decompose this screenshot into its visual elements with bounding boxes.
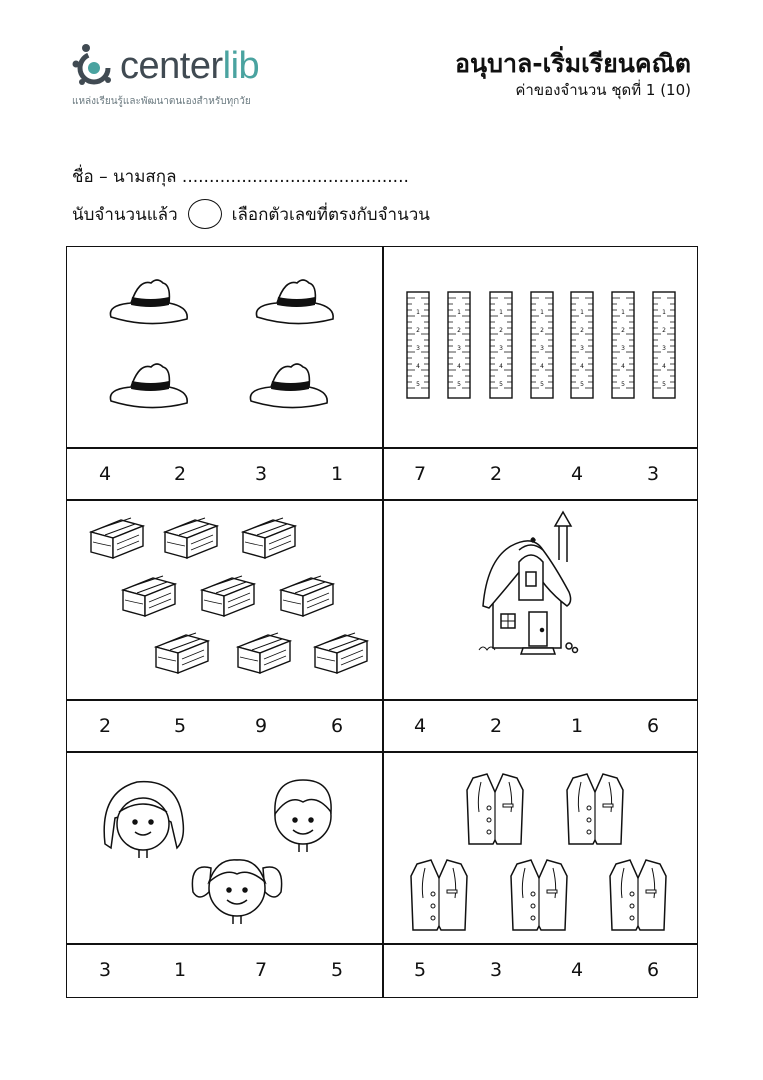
question-4-options — [383, 700, 699, 752]
answer-option[interactable]: 3 — [646, 463, 660, 485]
girl-face-icon — [104, 782, 183, 858]
answer-option[interactable]: 1 — [173, 959, 187, 981]
answer-option[interactable]: 2 — [489, 715, 503, 737]
hat-icon — [110, 364, 187, 408]
question-6-options — [383, 944, 699, 996]
eraser-icon — [165, 518, 217, 558]
question-2-picture: 1 2 3 4 5 — [383, 247, 699, 447]
answer-option[interactable]: 6 — [330, 715, 344, 737]
question-5-picture — [67, 752, 382, 943]
house-icon — [479, 512, 578, 654]
question-3-options — [67, 700, 382, 752]
vest-icon — [567, 774, 623, 844]
eraser-icon — [281, 576, 333, 616]
answer-option[interactable]: 4 — [98, 463, 112, 485]
vest-icon — [467, 774, 523, 844]
girl-face-icon — [275, 780, 331, 852]
answer-option[interactable]: 1 — [570, 715, 584, 737]
ruler-icon — [490, 292, 512, 398]
centerlib-logo — [70, 42, 300, 112]
answer-option[interactable]: 5 — [173, 715, 187, 737]
vest-icon — [610, 860, 666, 930]
answer-option[interactable]: 3 — [254, 463, 268, 485]
instruction-text-start: นับจำนวนแล้ว — [72, 204, 178, 225]
answer-option[interactable]: 3 — [98, 959, 112, 981]
girl-face-icon — [192, 860, 281, 924]
question-2-options — [383, 448, 699, 500]
vest-icon — [511, 860, 567, 930]
worksheet-grid — [66, 246, 698, 998]
answer-option[interactable]: 1 — [330, 463, 344, 485]
answer-option[interactable]: 6 — [646, 715, 660, 737]
answer-option[interactable]: 2 — [173, 463, 187, 485]
answer-option[interactable]: 5 — [330, 959, 344, 981]
eraser-icon — [238, 633, 290, 673]
answer-option[interactable]: 5 — [413, 959, 427, 981]
hat-icon — [256, 280, 333, 324]
vest-icon — [411, 860, 467, 930]
eraser-icon — [123, 576, 175, 616]
circle-example-icon — [188, 199, 222, 229]
answer-option[interactable]: 3 — [489, 959, 503, 981]
answer-option[interactable]: 7 — [413, 463, 427, 485]
ruler-icon — [531, 292, 553, 398]
ruler-icon — [448, 292, 470, 398]
hat-icon — [250, 364, 327, 408]
title-block — [455, 48, 691, 100]
answer-option[interactable]: 6 — [646, 959, 660, 981]
question-6-picture — [383, 752, 699, 943]
eraser-icon — [243, 518, 295, 558]
page-subtitle: ค่าของจำนวน ชุดที่ 1 (10) — [515, 81, 691, 99]
answer-option[interactable]: 4 — [413, 715, 427, 737]
question-1-options — [67, 448, 382, 500]
answer-option[interactable]: 2 — [489, 463, 503, 485]
ruler-icon — [612, 292, 634, 398]
logo-wordmark: centerlib — [120, 45, 260, 87]
question-3-picture — [67, 500, 382, 699]
question-5-options — [67, 944, 382, 996]
page-title: อนุบาล-เริ่มเรียนคณิต — [454, 49, 691, 78]
answer-option[interactable]: 4 — [570, 463, 584, 485]
question-4-picture — [383, 500, 699, 699]
answer-option[interactable]: 9 — [254, 715, 268, 737]
hat-icon — [110, 280, 187, 324]
eraser-icon — [202, 576, 254, 616]
eraser-icon — [91, 518, 143, 558]
ruler-icon — [571, 292, 593, 398]
eraser-icon — [156, 633, 208, 673]
instruction-text-end: เลือกตัวเลขที่ตรงกับจำนวน — [231, 204, 430, 225]
answer-option[interactable]: 4 — [570, 959, 584, 981]
ruler-icon — [653, 292, 675, 398]
answer-option[interactable]: 2 — [98, 715, 112, 737]
question-1-picture — [67, 247, 382, 447]
name-field-line: ชื่อ – นามสกุล .......................................... — [72, 167, 409, 187]
logo-molecule-icon — [70, 42, 118, 90]
ruler-icon — [407, 292, 429, 398]
eraser-icon — [315, 633, 367, 673]
instruction-line — [72, 199, 430, 229]
logo-tagline: แหล่งเรียนรู้และพัฒนาตนเองสำหรับทุกวัย — [72, 96, 251, 107]
answer-option[interactable]: 7 — [254, 959, 268, 981]
